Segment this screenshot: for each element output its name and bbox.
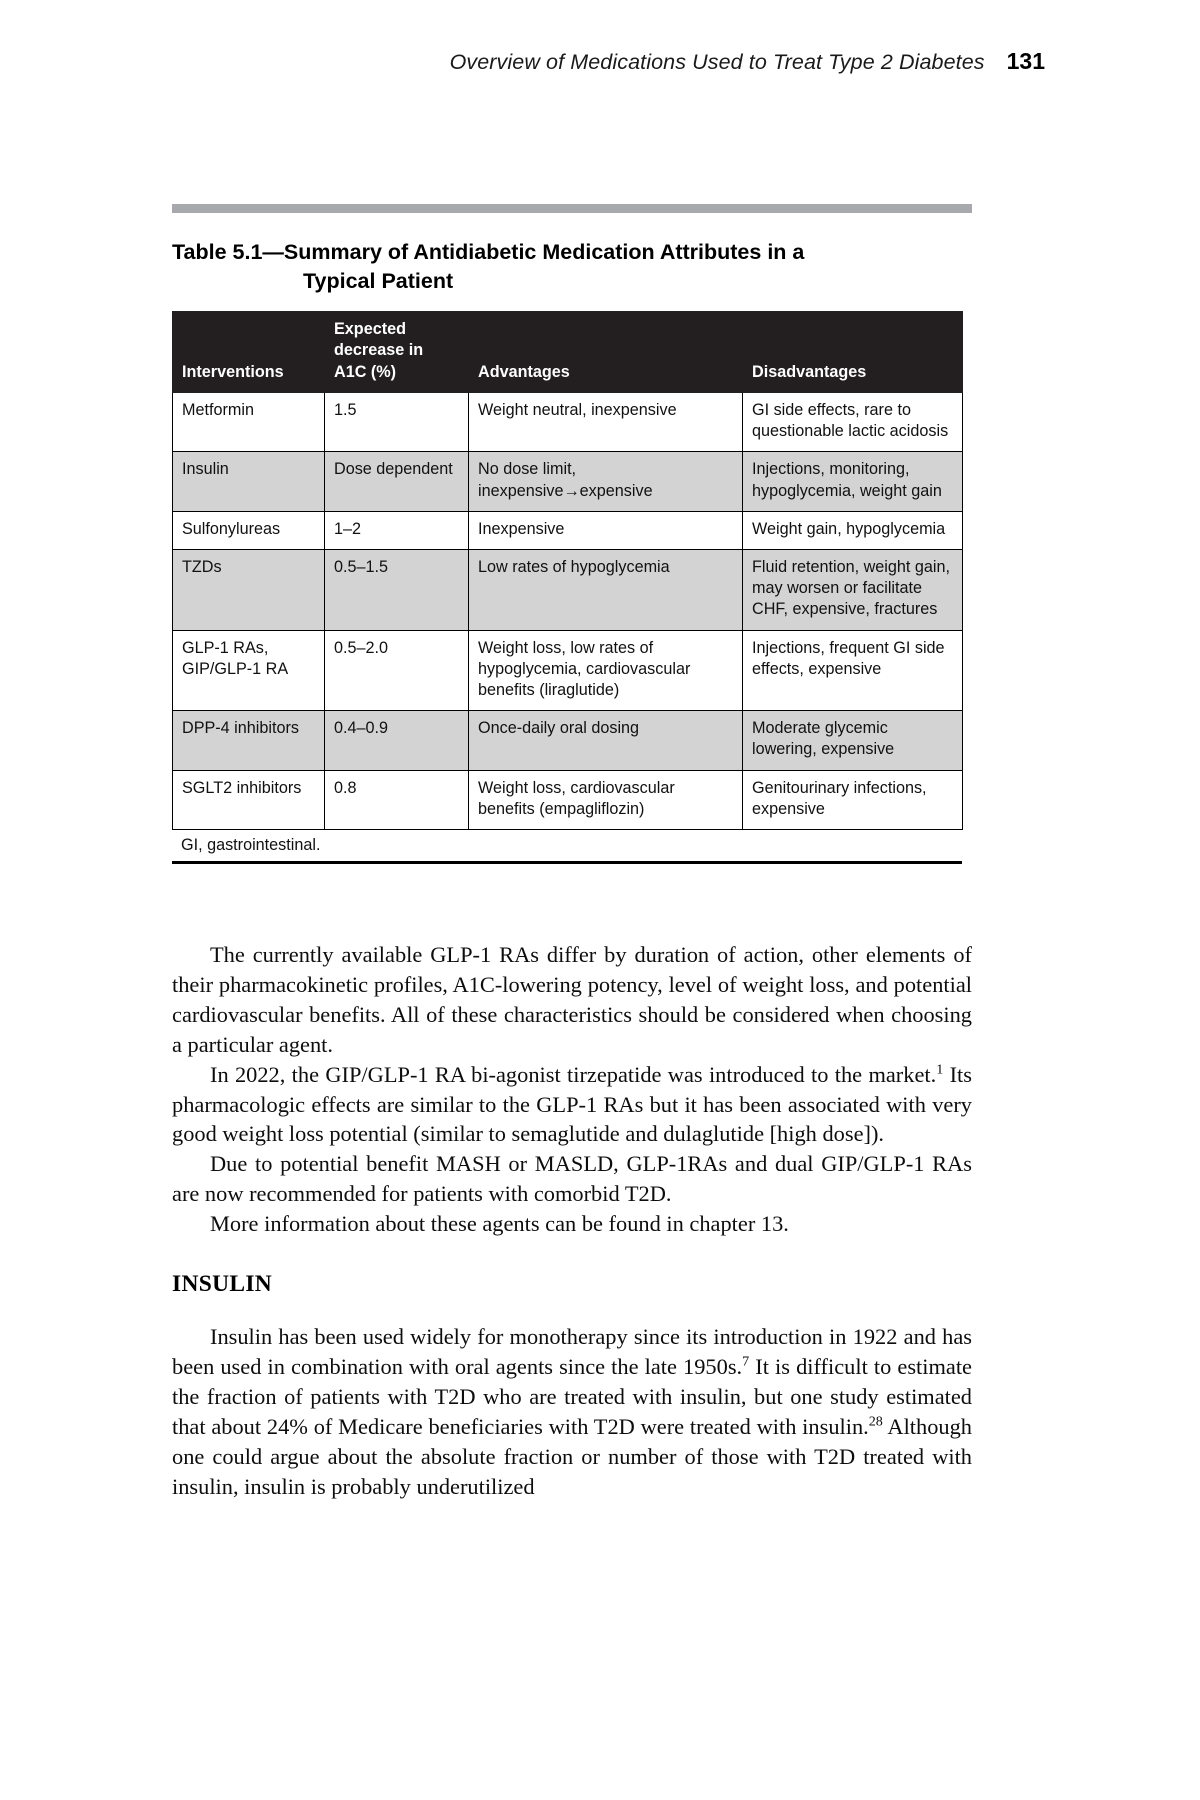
cell-disadvantages: Weight gain, hypoglycemia [743, 511, 963, 549]
cell-advantages: Inexpensive [469, 511, 743, 549]
cell-expected-decrease: 1.5 [325, 392, 469, 451]
cell-expected-decrease: 1–2 [325, 511, 469, 549]
cell-expected-decrease: 0.5–1.5 [325, 549, 469, 630]
table-row [173, 549, 963, 630]
paragraph-2-part-b: Its pharmacologic effects are similar to the GLP-1 RAs but it has been associated with very good weight loss potential (similar to semaglutide and dulaglutide [high dose]). [172, 1061, 972, 1147]
cell-disadvantages: Moderate glycemic lowering, expensive [743, 711, 963, 770]
footnote-ref-28: 28 [868, 1413, 883, 1430]
cell-advantages: No dose limit, inexpensive→expensive [469, 452, 743, 511]
cell-intervention: TZDs [173, 549, 325, 630]
cell-advantages: Weight neutral, inexpensive [469, 392, 743, 451]
paragraph-5-part-b: It is difficult to estimate the fraction of patients with T2D who are treated with insulin, but one study estimated that about 24% of Medicare beneficiaries with T2D were treated with insulin. [172, 1354, 972, 1440]
paragraph-3: Due to potential benefit MASH or MASLD, GLP-1RAs and dual GIP/GLP-1 RAs are now recommended for patients with comorbid T2D. [172, 1151, 972, 1207]
body-text [172, 940, 972, 1502]
cell-advantages: Low rates of hypoglycemia [469, 549, 743, 630]
table-caption-line-1: Table 5.1—Summary of Antidiabetic Medication Attributes in a [172, 240, 805, 264]
cell-disadvantages: Genitourinary infections, expensive [743, 770, 963, 829]
paragraph-4: More information about these agents can be found in chapter 13. [210, 1211, 789, 1237]
paragraph-5-part-c: Although one could argue about the absolute fraction or number of those with T2D treated with insulin, insulin is probably underutilized [172, 1414, 972, 1499]
cell-disadvantages: Fluid retention, weight gain, may worsen or facilitate CHF, expensive, fractures [743, 549, 963, 630]
cell-advantages: Weight loss, low rates of hypoglycemia, cardiovascular benefits (liraglutide) [469, 630, 743, 711]
cell-expected-decrease: 0.5–2.0 [325, 630, 469, 711]
page-number: 131 [1006, 48, 1045, 74]
column-header-expected-decrease: Expected decrease in A1C (%) [325, 312, 469, 393]
column-header-interventions: Interventions [173, 312, 325, 393]
column-header-advantages: Advantages [469, 312, 743, 393]
cell-intervention: GLP-1 RAs, GIP/GLP-1 RA [173, 630, 325, 711]
cell-intervention: Metformin [173, 392, 325, 451]
cell-intervention: Sulfonylureas [173, 511, 325, 549]
table-header-row [173, 312, 963, 393]
table-top-rule [172, 204, 972, 213]
paragraph-1: The currently available GLP-1 RAs differ by duration of action, other elements of their pharmacokinetic profiles, A1C-lowering potency, level of weight loss, and potential cardiovascular benefits. All of these characteristics should be considered when choosing a particular agent. [172, 942, 972, 1057]
cell-disadvantages: GI side effects, rare to questionable lactic acidosis [743, 392, 963, 451]
table-caption [172, 238, 962, 295]
paragraph-2-part-a: In 2022, the GIP/GLP-1 RA bi-agonist tirzepatide was introduced to the market. [210, 1061, 937, 1087]
cell-expected-decrease: 0.8 [325, 770, 469, 829]
paragraph-2 [172, 1060, 972, 1150]
cell-disadvantages: Injections, frequent GI side effects, expensive [743, 630, 963, 711]
column-header-disadvantages: Disadvantages [743, 312, 963, 393]
table-caption-line-2: Typical Patient [303, 268, 454, 293]
table-row [173, 711, 963, 770]
cell-disadvantages: Injections, monitoring, hypoglycemia, weight gain [743, 452, 963, 511]
table-body [173, 392, 963, 829]
table-footnote: GI, gastrointestinal. [172, 830, 962, 864]
cell-expected-decrease: 0.4–0.9 [325, 711, 469, 770]
running-header [170, 48, 1045, 75]
table-row [173, 392, 963, 451]
cell-intervention: DPP-4 inhibitors [173, 711, 325, 770]
medication-attributes-table [172, 311, 963, 830]
cell-expected-decrease: Dose dependent [325, 452, 469, 511]
table-row [173, 770, 963, 829]
cell-intervention: Insulin [173, 452, 325, 511]
table-head [173, 312, 963, 393]
section-heading-insulin: INSULIN [172, 1271, 273, 1298]
paragraph-5-part-a: Insulin has been used widely for monotherapy since its introduction in 1922 and has been used in combination with oral agents since the late 1950s. [172, 1324, 972, 1380]
table-row [173, 452, 963, 511]
table-block [172, 238, 962, 864]
cell-advantages: Once-daily oral dosing [469, 711, 743, 770]
table-row [173, 511, 963, 549]
footnote-ref-7: 7 [742, 1353, 750, 1370]
cell-intervention: SGLT2 inhibitors [173, 770, 325, 829]
footnote-ref-1: 1 [936, 1061, 944, 1078]
cell-advantages: Weight loss, cardiovascular benefits (empagliflozin) [469, 770, 743, 829]
paragraph-5 [172, 1322, 972, 1501]
table-row [173, 630, 963, 711]
running-header-title: Overview of Medications Used to Treat Type 2 Diabetes [449, 50, 985, 74]
